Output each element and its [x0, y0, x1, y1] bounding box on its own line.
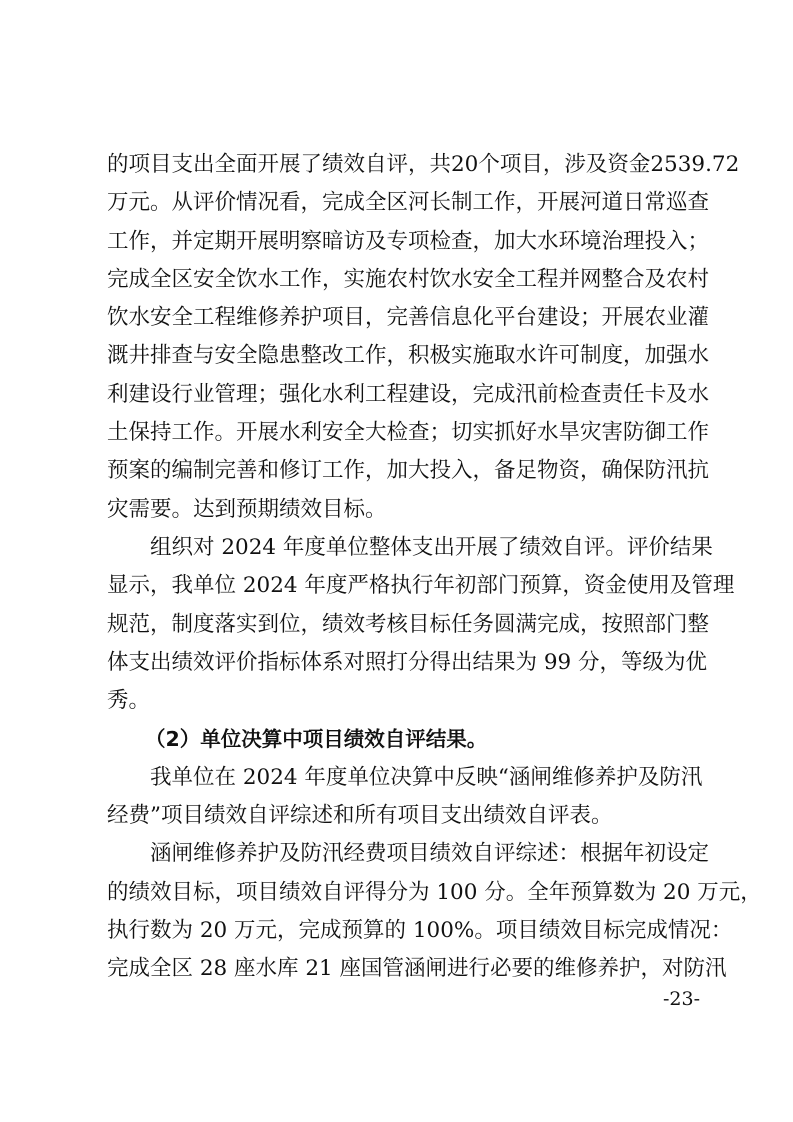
paragraph-line: 预案的编制完善和修订工作，加大投入，备足物资，确保防汛抗	[107, 458, 710, 484]
body-text	[107, 146, 762, 989]
paragraph-line: 万元。从评价情况看，完成全区河长制工作，开展河道日常巡查	[107, 190, 710, 216]
paragraph-line: 利建设行业管理；强化水利工程建设，完成汛前检查责任卡及水	[107, 381, 710, 407]
paragraph-line: 的项目支出全面开展了绩效自评，共20个项目，涉及资金2539.72	[107, 152, 740, 177]
paragraph-line: 饮水安全工程维修养护项目，完善信息化平台建设；开展农业灌	[107, 305, 710, 331]
paragraph-line: 规范，制度落实到位，绩效考核目标任务圆满完成，按照部门整	[107, 611, 710, 637]
paragraph-line: 体支出绩效评价指标体系对照打分得出结果为 99 分，等级为优	[107, 649, 708, 675]
paragraph-line: 经费”项目绩效自评综述和所有项目支出绩效自评表。	[107, 803, 613, 829]
paragraph-line: 执行数为 20 万元，完成预算的 100%。项目绩效目标完成情况：	[107, 917, 733, 943]
paragraph-line: 工作，并定期开展明察暗访及专项检查，加大水环境治理投入；	[107, 228, 710, 254]
paragraph-line: 完成全区安全饮水工作，实施农村饮水安全工程并网整合及农村	[107, 266, 710, 292]
paragraph-line: 涵闸维修养护及防汛经费项目绩效自评综述：根据年初设定	[150, 841, 710, 867]
paragraph-line: 土保持工作。开展水利安全大检查；切实抓好水旱灾害防御工作	[107, 420, 710, 446]
paragraph-line: 完成全区 28 座水库 21 座国管涵闸进行必要的维修养护，对防汛	[107, 956, 727, 982]
paragraph-line: 组织对 2024 年度单位整体支出开展了绩效自评。评价结果	[150, 534, 713, 560]
paragraph-line: 灾需要。达到预期绩效目标。	[107, 496, 387, 522]
paragraph-line: 溉井排查与安全隐患整改工作，积极实施取水许可制度，加强水	[107, 343, 710, 369]
paragraph-line: 我单位在 2024 年度单位决算中反映“涵闸维修养护及防汛	[150, 764, 703, 790]
paragraph-line: 秀。	[107, 688, 151, 714]
section-heading: （2）单位决算中项目绩效自评结果。	[145, 727, 488, 752]
page-number: -23-	[662, 988, 700, 1010]
paragraph-line: 的绩效目标，项目绩效自评得分为 100 分。全年预算数为 20 万元，	[107, 879, 762, 905]
paragraph-line: 显示，我单位 2024 年度严格执行年初部门预算，资金使用及管理	[107, 573, 735, 599]
